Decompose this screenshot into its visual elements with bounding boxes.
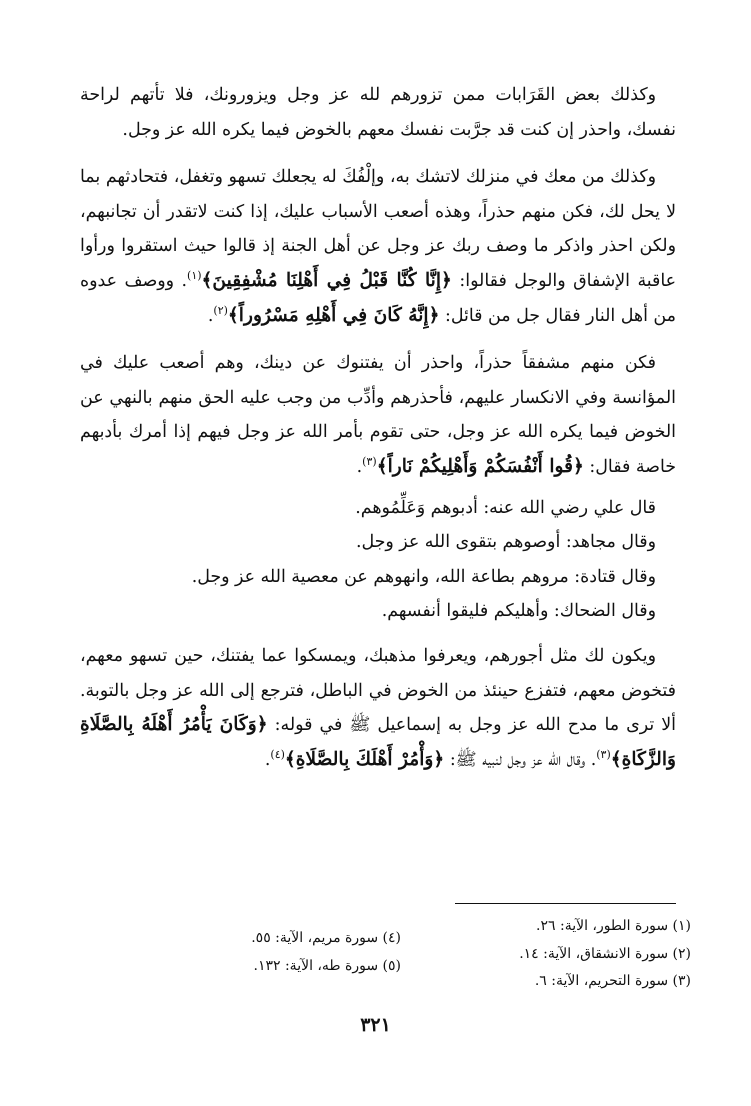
footnote-ref: (١) (187, 269, 202, 283)
footnotes-right-column (391, 913, 691, 996)
footnote-item: (١) سورة الطور، الآية: ٢٦. (536, 918, 691, 934)
quote-qatada: وقال قتادة: مروهم بطاعة الله، وانهوهم عن معصية الله عز وجل. (191, 566, 656, 587)
page-body (80, 78, 676, 777)
footnote-item: (٢) سورة الانشقاق، الآية: ١٤. (519, 945, 691, 962)
quran-verse: ﴿وَكَانَ يَأْمُرُ أَهْلَهُ بِالصَّلَاةِ وَالزَّكَاةِ﴾ (80, 714, 676, 770)
paragraph-reward (80, 639, 676, 777)
quran-verse: ﴿وَأْمُرْ أَهْلَكَ بِالصَّلَاةِ﴾ (284, 748, 445, 770)
paragraph-text: . (356, 456, 363, 477)
footnotes-left-column (201, 925, 401, 980)
paragraph-text: وكذلك من معك في منزلك لاتشك به، وإلْفُكَ له يجعلك تسهو وتغفل، فتحادثهم بما لا يحل لك، فكن منهم حذراً، وهذه أصعب الأسباب عليك، إذا كنت لاتقدر أن تجانبهم، ولكن احذر واذكر ما وصف ربك عز وجل عن أهل الجنة إذ قالوا حيث استقروا ورأوا عاقبة الإشفاق والوجل فقالوا: (80, 167, 677, 291)
quote-mujahid: وقال مجاهد: أوصوهم بتقوى الله عز وجل. (355, 532, 656, 553)
paragraph-relatives (80, 78, 676, 147)
scholar-quotes (80, 491, 676, 629)
footnote-ref: (٣) (362, 455, 377, 469)
paragraph-household (80, 160, 676, 333)
paragraph-text: . (264, 749, 271, 770)
footnote-separator (455, 903, 676, 904)
page-number: ٣٢١ (360, 1014, 391, 1036)
quran-verse: ﴿إِنَّهُ كَانَ فِي أَهْلِهِ مَسْرُوراً﴾ (227, 304, 440, 326)
footnote-item: (٣) سورة التحريم، الآية: ٦. (534, 973, 691, 989)
quote-dahhak: وقال الضحاك: وأهليكم فليقوا أنفسهم. (381, 601, 656, 622)
paragraph-text: . (207, 305, 214, 326)
footnote-item: (٤) سورة مريم، الآية: ٥٥. (251, 930, 401, 946)
paragraph-text: فكن منهم مشفقاً حذراً، واحذر أن يفتنوك عن دينك، وهم أصعب عليك في المؤانسة وفي الانكسار عليهم، فأحذرهم وأدِّب من وجب عليه الحق منهم بالنهي عن الخوض فيما يكره الله عز وجل، حتى تقوم بأمر الله عز وجل فيهم إذا أمرك بأدبهم خاصة فقال: (80, 353, 676, 477)
paragraph-text: وكذلك بعض القَرَابات ممن تزورهم لله عز وجل ويزورونك، فلا تأتهم لراحة نفسك، واحذر إن كنت قد جرَّبت نفسك معهم بالخوض فيما يكره الله عز وجل. (80, 85, 676, 140)
paragraph-caution (80, 346, 676, 484)
footnote-item: (٥) سورة طه، الآية: ١٣٢. (253, 957, 401, 974)
paragraph-text: ويكون لك مثل أجورهم، ويعرفوا مذهبك، ويمسكوا عما يفتنك، حين تسهو معهم، فتخوض معهم، فتفزع حينئذ من الخوض في الباطل، فترجع إلى الله عز وجل بالتوبة. ألا ترى ما مدح الله عز وجل به إسماعيل ﷺ في قوله: (80, 645, 676, 736)
footnote-ref: (٢) (213, 303, 228, 317)
paragraph-text: . ووصف عدوه من أهل النار فقال جل من قائل: (80, 270, 676, 326)
quote-ali: قال علي رضي الله عنه: أدبوهم وَعَلِّمُوهم. (355, 497, 656, 518)
footnote-ref: (٤) (270, 747, 285, 761)
quran-verse: ﴿قُوا أَنْفُسَكُمْ وَأَهْلِيكُمْ نَاراً﴾ (376, 455, 584, 477)
quran-verse: ﴿إِنَّا كُنَّا قَبْلُ فِي أَهْلِنَا مُشْفِقِينَ﴾ (201, 269, 452, 291)
paragraph-text: . وقال الله عز وجل لنبيه ﷺ: (449, 749, 597, 770)
footnote-ref: (٣) (596, 747, 611, 761)
